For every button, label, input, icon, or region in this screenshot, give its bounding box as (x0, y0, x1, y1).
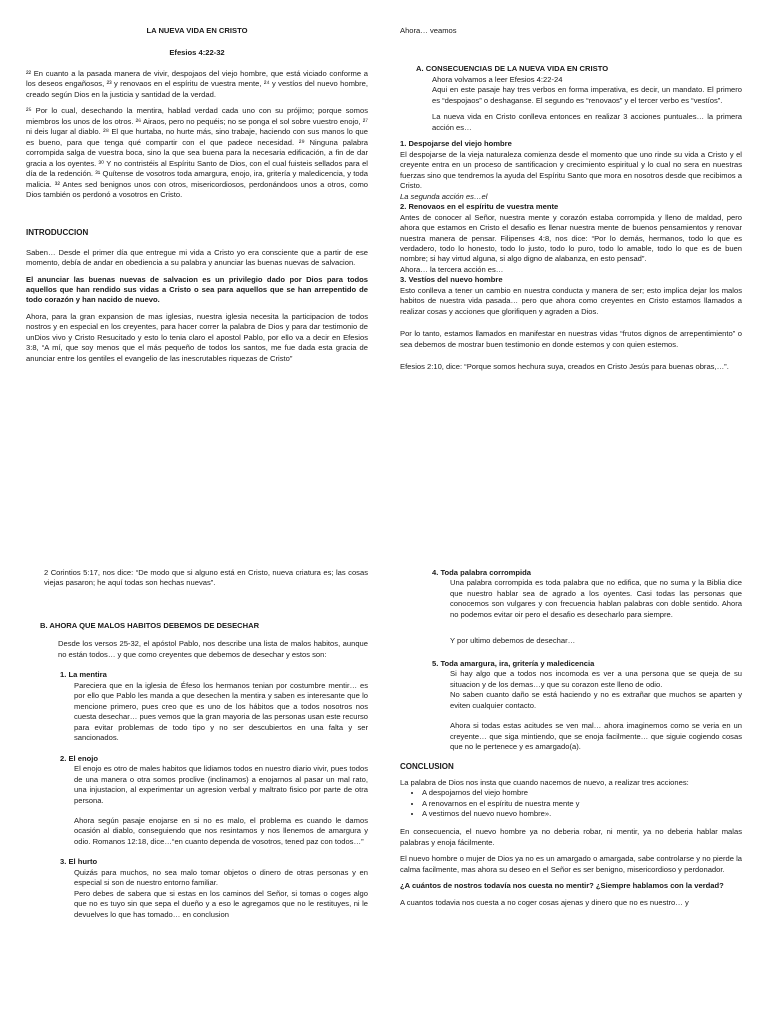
conclusion-question: ¿A cuántos de nostros todavía nos cuesta no mentir? ¿Siempre hablamos con la verdad? (400, 881, 724, 891)
habit-3-heading: 3. El hurto (60, 857, 98, 867)
item-1-heading: 1. Despojarse del viejo hombre (400, 139, 512, 149)
corinthians-quote: 2 Corintios 5:17, nos dice: “De modo que si alguno está en Cristo, nueva criatura es; las cosas viejas pasaron; he aquí todas son hechas nuevas”. (44, 568, 368, 588)
habit-4-transition: Y por ultimo debemos de desechar… (450, 636, 576, 646)
intro-paragraph-2: El anunciar las buenas nuevas de salvacion es un privilegio dado por Dios para todos aquellos que han rendido sus vidas a Cristo o sea para aquellos que se han arrepentido de todo corazón y han nacido de nuevo. (26, 274, 368, 305)
habit-5-heading: 5. Toda amargura, ira, gritería y maledicencia (432, 658, 595, 668)
conclusion-last-line: A cuantos todavia nos cuesta a no coger cosas ajenas y dinero que no es nuestro… y (400, 897, 689, 907)
habit-2-heading: 2. El enojo (60, 753, 98, 763)
habit-5-text-3: Ahora si todas estas acitudes se ven mal… ahora imaginemos como se veria en un creyente… que siga mintiendo, que se enoja facilmente… que siguie cogiendo cosas que no le pertenece y es amargado(a). (450, 721, 742, 752)
passage-verses-1: ²² En cuanto a la pasada manera de vivir, despojaos del viejo hombre, que está viciado conforme a los deseos engañosos, ²³ y renovaos en el espíritu de vuestra mente, ²⁴ y vestíos del nuevo hombre, creado según Dios en la justicia y santidad de la verdad. (26, 68, 368, 99)
conclusion-intro: La palabra de Dios nos insta que cuando nacemos de nuevo, a realizar tres acciones: (400, 777, 689, 787)
habit-1-heading: 1. La mentira (60, 670, 107, 680)
habit-3-text-2: Pero debes de sabera que si estas en los caminos del Señor, si tomas o coges algo que no es tuyo sin que sepa el dueño y a eso le agregamos que no le restituyes, ni le devuelves lo que has tomado… en conclusion (74, 888, 368, 919)
list-item: • A renovarnos en el espíritu de nuestra mente y (422, 799, 742, 809)
item-2-heading: 2. Renovaos en el espíritu de vuestra mente (400, 202, 559, 212)
sermon-title: LA NUEVA VIDA EN CRISTO (146, 26, 248, 35)
habit-5-text-2: No saben cuanto daño se está haciendo y no es extrañar que muchos se aparten y eviten cualquier contacto. (450, 690, 742, 710)
list-item: • A vestirnos del nuevo nuevo hombre». (422, 809, 742, 819)
section-a-actions: La nueva vida en Cristo conlleva entonces en realizar 3 acciones puntuales… la primera acción es… (432, 112, 742, 132)
habit-3-text: Quizás para muchos, no sea malo tomar objetos o dinero de otras personas y en especial si son de nuestro entorno familiar. (74, 867, 368, 888)
introduction-heading: INTRODUCCION (26, 227, 89, 237)
section-a-heading: A. CONSECUENCIAS DE LA NUEVA VIDA EN CRISTO (416, 64, 609, 74)
habit-5-text: Si hay algo que a todos nos incomoda es ver a una persona que se queja de su situacion y de los demas…y que su corazon este lleno de odio. (450, 669, 742, 689)
item-3-fruits: Por lo tanto, estamos llamados en manifestar en nuestras vidas “frutos dignos de arrepentimiento” o sea debemos de mostrar buen testimonio en donde estemos y con quien estemos. (400, 329, 742, 349)
page-1 (26, 26, 368, 370)
conclusion-heading: CONCLUSION (400, 761, 454, 771)
habit-1-text: Pareciera que en la iglesia de Éfeso los hermanos tenian por costumbre mentir… es por ello que Pablo les manda a que desechen la mentira y saben es interesante que lo mencione primero, pues creo que es uno de los hábitos que a todos nosotros nos cuesta desechar… pues vemos que la gran mayoria de las personas usan este recurso para evitar problemas de todo tipo y no ser descubiertos en una falta y ser sancionados. (74, 680, 368, 743)
passage-verses-2: ²⁵ Por lo cual, desechando la mentira, hablad verdad cada uno con su prójimo; porque somos miembros los unos de los otros. ²⁶ Airaos, pero no pequéis; no se ponga el sol sobre vuestro enojo, ²⁷ ni deis lugar al diablo. ²⁸ El que hurtaba, no hurte más, sino trabaje, haciendo con sus manos lo que es bueno, para que tenga qué compartir con el que padece necesidad. ²⁹ Ninguna palabra corrompida salga de vuestra boca, sino la que sea buena para la necesaria edificación, a fin de dar gracia a los oyentes. ³⁰ Y no contristéis al Espíritu Santo de Dios, con el cual fuisteis sellados para el día de la redención. ³¹ Quítense de vosotros toda amargura, enojo, ira, gritería y maledicencia, y toda malicia. ³² Antes sed benignos unos con otros, misericordiosos, perdonándoos unos a otros, como Dios también os perdonó a vosotros en Cristo. (26, 106, 368, 200)
page-2 (400, 26, 742, 379)
page-4 (400, 568, 742, 914)
transition-text: Ahora… veamos (400, 26, 457, 35)
habit-4-text: Una palabra corrompida es toda palabra que no edifica, que no suma y la Biblia dice que nuestro hablar sea de agrado a los oyentes. Casi todas las personas que conocemos son vulgares y con frecuencia hablan palabras con doble sentido. Ahora no podemos evitar oir pero el desafio es desecharlo para siempre. (450, 578, 742, 619)
item-1-text: El despojarse de la vieja naturaleza comienza desde el momento que uno rinde su vida a Cristo y el creyente entra en un proceso de santificacion y crecimiento espiritual y lo cual no sera en nuestras fuerzas sino que tendremos la ayuda del Espíritu Santo que mora en nosotros desde que recibimos a Cristo. (400, 149, 742, 191)
section-a-verbs: Aqui en este pasaje hay tres verbos en forma imperativa, es decir, un mandato. El primero es “despojaos” o deshaganse. El segundo es “renovaos” y el tercer verbo es “vestíos”. (432, 85, 742, 105)
habit-4-heading: 4. Toda palabra corrompida (432, 568, 532, 577)
scripture-reference: Efesios 4:22-32 (169, 48, 225, 58)
list-item: • A despojarnos del viejo hombre (422, 788, 742, 798)
conclusion-paragraph-2: El nuevo hombre o mujer de Dios ya no es un amargado o amargada, sabe controlarse y no pierde la calma facilmente, mas ahora su deseo en el Señor es ser benigno, misericordioso y perdonador. (400, 854, 742, 874)
habit-2-text: El enojo es otro de males habitos que lidiamos todos en nuestro diario vivir, pues todos de una manera o otra somos proclive (inclinamos) a enojarnos al pasar un mal rato, una injustacion, al experimentar un agresion verbal y maltrato fisico por parte de otra persona. (74, 764, 368, 805)
habit-2-romans: Ahora según pasaje enojarse en si no es malo, el problema es cuando le damos ocasión al diablo, conseguiendo que nos resintamos y nos llenemos de amargura y odio. Romanos 12:18, dice…“en cuanto dependa de vosotros, tened paz con todos…” (74, 815, 368, 846)
item-1-transition: La segunda acción es…el (400, 191, 488, 201)
conclusion-actions-list (400, 788, 742, 819)
page-3 (40, 568, 368, 926)
section-b-intro: Desde los versos 25-32, el apóstol Pablo, nos describe una lista de malos habitos, aunque no están todos… y que como creyentes que debemos de desechar y estos son: (58, 639, 368, 659)
conclusion-paragraph-1: En consecuencia, el nuevo hombre ya no deberia robar, ni mentir, ya no deberia hablar malas palabras y enoja fácilmente. (400, 827, 742, 847)
section-a-intro: Ahora volvamos a leer Efesios 4:22-24 (432, 74, 563, 84)
item-3-ephesians: Efesios 2:10, dice: “Porque somos hechura suya, creados en Cristo Jesús para buenas obras,…”. (400, 362, 729, 372)
item-2-text: Antes de conocer al Señor, nuestra mente y corazón estaba corrompida y lleno de maldad, pero ahora que estamos en Cristo el desafio es llenar nuestra mente de buenos pensamientos y renovar nuestra manera de pensar. Filipenses 4:8, nos dice: “Por lo demás, hermanos, todo lo que es verdadero, todo lo honesto, todo lo justo, todo lo puro, todo lo amable, todo lo que es de buen nombre; si hay virtud alguna, si algo digno de alabanza, en esto pensad”. (400, 212, 742, 264)
intro-paragraph-3: Ahora, para la gran expansion de mas iglesias, nuestra iglesia necesita la participacion de todos nostros y en especial en los creyentes, para hacer correr la palabra de Dios y para dar testimonio de unDios vivo y Cristo Resucitado y esto lo tenia claro el apostol Pablo, por ello va a decir en Efesios 3:8, “A mí, que soy menos que el más pequeño de todos los santos, me fue dada esta gracia de anunciar entre los gentiles el evangelio de las inescrutables riquezas de Cristo” (26, 311, 368, 363)
section-b-heading: B. AHORA QUE MALOS HABITOS DEBEMOS DE DESECHAR (40, 620, 260, 630)
item-3-text: Esto conlleva a tener un cambio en nuestra conducta y manera de ser; esto implica dejar los malos habitos de nuestra vida pasada… pero que ahora como creyentes en Cristo estamos llamados a realizar cosas y acciones que glorifiquen y agraden a Dios. (400, 285, 742, 316)
item-2-transition: Ahora… la tercera acción es… (400, 264, 504, 274)
item-3-heading: 3. Vestíos del nuevo hombre (400, 275, 503, 285)
intro-paragraph-1: Saben… Desde el primer día que entregue mi vida a Cristo yo era consciente que a partir de ese momento, debía de andar en obediencia a su palabra y anunciar las buenas nuevas de salvacion. (26, 247, 368, 268)
